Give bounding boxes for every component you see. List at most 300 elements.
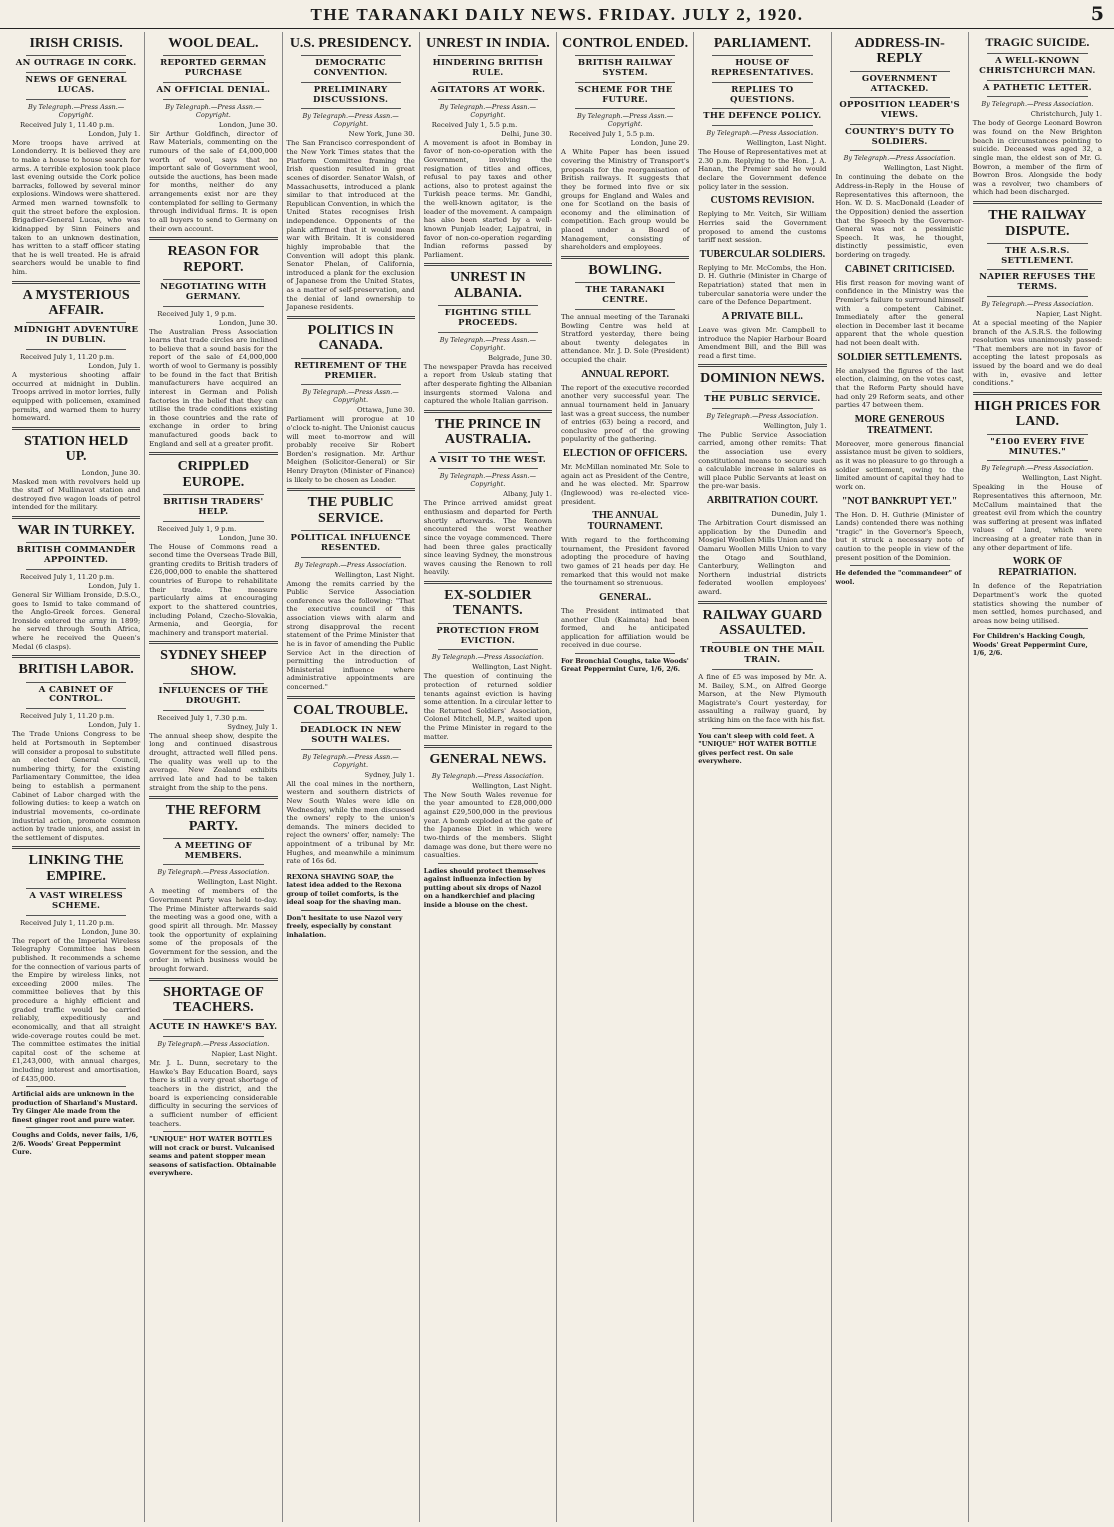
- headline-rule: [26, 55, 126, 56]
- article-divider: [698, 364, 826, 367]
- telegraph-credit: By Telegraph.—Press Assn.—Copyright.: [576, 112, 674, 129]
- advert-rule: [26, 1127, 126, 1128]
- headline-rule: [438, 99, 538, 100]
- dateline: London, June 30.: [218, 120, 278, 129]
- headline-rule: [987, 296, 1088, 297]
- headline-rule: [163, 1019, 263, 1020]
- telegraph-credit: By Telegraph.—Press Association.: [981, 100, 1094, 109]
- headline-rule: [438, 468, 538, 469]
- dateline: London, June 30.: [81, 468, 141, 477]
- article-body: A movement is afoot in Bombay in favor of non-co-operation with the Government, involving the resignation of titles and offices, refusal to pay taxes and other actions, also to protest against the Turkish peace terms. Mr. Gandhi, the well-known agitator, is the leader of the movement. A campaign has also been started by a well-known Punjab leader, Lajpatrai, in favor of non-co-operation regarding Indian reforms passed by Parliament.: [423, 138, 552, 259]
- article-body: The President intimated that another Club (Kaimata) had been formed, and he anticipated application for affiliation would be received in due course.: [561, 606, 690, 650]
- headline-rule: [26, 72, 126, 73]
- article-headline: SHORTAGE OF TEACHERS.: [162, 984, 264, 1016]
- article-body: Mr. J. L. Dunn, secretary to the Hawke's Bay Education Board, says there is still a very great shortage of teachers in the district, and the board is experiencing considerable difficulty in securing the services of a sufficient number of efficient teachers.: [149, 1059, 278, 1128]
- article-headline: WAR IN TURKEY.: [17, 523, 135, 539]
- article-divider: [424, 263, 552, 266]
- dateline: London, July 1.: [88, 581, 141, 590]
- article-headline: ADDRESS-IN-REPLY: [854, 36, 945, 67]
- section-subheading: ARBITRATION COURT.: [706, 495, 818, 506]
- article-subheading: BRITISH RAILWAY SYSTEM.: [577, 58, 673, 79]
- article-subheading: COUNTRY'S DUTY TO SOLDIERS.: [845, 126, 955, 147]
- article-body: The San Francisco correspondent of the New York Times states that the Platform Committee framing the Irish question resulted in great scenes of disorder. Senator Walsh, of Massachusetts, introduced a plank similar to that introduced at the Republican Convention, in which the United States recognises Irish independence. Opponents of the plank affirmed that it would mean war with Britain. It is considered highly improbable that the Convention will adopt this plank. Senator Phelan, of California, introduced a plank for the exclusion of Japanese from the United States, as a matter of self-preservation, and the denial of land ownership to Japanese residents.: [286, 139, 415, 312]
- telegraph-credit: By Telegraph.—Press Assn.—Copyright.: [302, 752, 399, 769]
- article-subheading: TROUBLE ON THE MAIL TRAIN.: [700, 645, 825, 666]
- section-subheading: CABINET CRITICISED.: [844, 263, 955, 275]
- article-body: Among the remits carried by the Public Service Association conference was the following: "That the executive council of this association views with alarm and strong disapproval the recent statement of the Prime Minister that he is in favor of amending the Public Service Act in the direction of permitting the introduction of Ministerial influence where administrative appointments are concerned.": [286, 579, 415, 692]
- telegraph-credit: By Telegraph.—Press Assn.—Copyright.: [165, 102, 262, 119]
- column-8: [969, 32, 1106, 1522]
- article-subheading: REPORTED GERMAN PURCHASE: [160, 58, 267, 79]
- headline-rule: [26, 349, 126, 350]
- headline-rule: [163, 279, 263, 280]
- article-body: The annual sheep show, despite the long and continued disastrous drought, attracted well filled pens. The quality was well up to the average. New Zealand exhibits arrived late and had to be taken straight from the ship to the pens.: [149, 731, 278, 792]
- telegraph-credit: By Telegraph.—Press Assn.—Copyright.: [302, 388, 399, 405]
- article-headline: RAILWAY GUARD ASSAULTED.: [702, 607, 823, 639]
- article-subheading: DEADLOCK IN NEW SOUTH WALES.: [299, 725, 402, 745]
- column-1: [8, 32, 145, 1522]
- headline-rule: [575, 55, 675, 56]
- headline-rule: [712, 108, 812, 109]
- dateline: Ottawa, June 30.: [356, 406, 415, 415]
- article-body: In defence of the Repatriation Department's work the quoted statistics showing the number of men settled, homes purchased, and areas now being utilised.: [972, 582, 1102, 625]
- article-body: With regard to the forthcoming tournament, the President favored adopting the procedure of having two games of 21 heads per day. He remarked that this would not make the tournament so strenuous.: [561, 536, 690, 588]
- dateline: Wellington, Last Night.: [472, 663, 552, 672]
- telegraph-credit: By Telegraph.—Press Association.: [294, 560, 407, 569]
- article-subheading: A VAST WIRELESS SCHEME.: [29, 891, 123, 911]
- article-headline: SYDNEY SHEEP SHOW.: [160, 648, 267, 679]
- article-body: The question of continuing the protection of returned soldier tenants against eviction is having some attention. In a circular letter to the Returned Soldiers' Association, Colonel Mitchell, M.P., waited upon the Prime Minister in regard to the matter.: [423, 672, 552, 741]
- advertisement-text: Ladies should protect themselves against influenza infection by putting about six drops of Nazol on a handkerchief and placing inside a blouse on the chest.: [423, 866, 546, 909]
- headline-rule: [987, 53, 1088, 54]
- headline-rule: [987, 80, 1088, 81]
- headline-rule: [163, 99, 263, 100]
- headline-rule: [301, 358, 401, 359]
- article-subheading: BRITISH COMMANDER APPOINTED.: [16, 545, 136, 566]
- article-subheading: "£100 EVERY FIVE MINUTES.": [990, 436, 1085, 457]
- received-time: Received July 1, 11.40 p.m.: [20, 120, 115, 129]
- article-headline: BRITISH LABOR.: [18, 662, 134, 678]
- headline-rule: [163, 494, 263, 495]
- headline-rule: [850, 124, 950, 125]
- article-body: All the coal mines in the northern, western and southern districts of New South Wales were idle on Wednesday, while the men discussed the owners' reply to the union's demands. The miners decided to reject the owners' offer, namely: The appointment of a tribunal by Mr. Hughes, and meanwhile a minimum rate of 16s 6d.: [286, 779, 415, 866]
- article-subheading: A CABINET OF CONTROL.: [38, 684, 114, 705]
- article-headline: WOOL DEAL.: [168, 36, 259, 51]
- headline-rule: [163, 55, 263, 56]
- advertisement-text: He defended the "commandeer" of wool.: [835, 569, 962, 586]
- article-body: The Prince arrived amidst great enthusiasm and departed for Perth shortly afterwards. The Renown encountered the worst weather since the voyage commenced. There had been three gales practically since leaving Sydney, the monstrous waves causing the Renown to roll heavily.: [423, 499, 552, 577]
- article-body: A mysterious shooting affair occurred at midnight in Dublin. Troops arrived in motor lorries, fully equipped with policemen, examined permits, and warned them to hurry homeward.: [12, 371, 141, 423]
- dateline: London, June 30.: [218, 318, 278, 327]
- article-headline: COAL TROUBLE.: [293, 702, 409, 718]
- advertisement-text: For Children's Hacking Cough, Woods' Great Peppermint Cure, 1/6, 2/6.: [972, 632, 1088, 658]
- telegraph-credit: By Telegraph.—Press Association.: [157, 1040, 270, 1049]
- dateline: London, June 29.: [630, 139, 690, 148]
- dateline: Wellington, Last Night.: [197, 878, 278, 887]
- headline-rule: [26, 99, 126, 100]
- article-subheading: RETIREMENT OF THE PREMIER.: [294, 360, 407, 381]
- telegraph-credit: By Telegraph.—Press Assn.—Copyright.: [439, 472, 537, 489]
- received-time: Received July 1, 7.30 p.m.: [157, 713, 248, 722]
- headline-rule: [163, 838, 263, 839]
- headline-rule: [163, 306, 263, 307]
- article-headline: U.S. PRESIDENCY.: [289, 36, 412, 51]
- article-headline: THE PUBLIC SERVICE.: [307, 495, 394, 526]
- headline-rule: [26, 888, 126, 889]
- advertisement-text: Coughs and Colds, never fails, 1/6, 2/6. Woods' Great Peppermint Cure.: [12, 1131, 139, 1156]
- article-subheading: THE TARANAKI CENTRE.: [585, 285, 665, 306]
- section-subheading: MORE GENEROUS TREATMENT.: [854, 413, 945, 436]
- article-headline: CONTROL ENDED.: [562, 36, 689, 51]
- column-3: [283, 32, 420, 1522]
- dateline: Wellington, Last Night.: [1022, 474, 1102, 483]
- article-headline: POLITICS IN CANADA.: [307, 322, 394, 354]
- dateline: Dunedin, July 1.: [771, 510, 827, 518]
- article-subheading: GOVERNMENT ATTACKED.: [861, 73, 938, 94]
- article-subheading: REPLIES TO QUESTIONS.: [730, 84, 795, 105]
- article-body: The report of the executive recorded another very successful year. The annual tournament held in January last was a great success, the number of entries (63) being a record, and conclusive proof of the growing popularity of the gathering.: [561, 383, 690, 444]
- headline-rule: [987, 243, 1088, 244]
- advert-rule: [301, 869, 401, 870]
- article-headline: THE REFORM PARTY.: [165, 803, 262, 834]
- columns-container: [8, 32, 1106, 1522]
- article-headline: STATION HELD UP.: [24, 433, 129, 465]
- article-body: Replying to Mr. Veitch, Sir William Herries said the Government proposed to amend the customs tariff next session.: [698, 210, 827, 245]
- article-divider: [12, 516, 140, 519]
- headline-rule: [301, 749, 401, 750]
- received-time: Received July 1, 11.20 p.m.: [20, 918, 115, 927]
- dateline: Sydney, July 1.: [227, 722, 278, 731]
- article-divider: [149, 237, 277, 240]
- article-subheading: HINDERING BRITISH RULE.: [432, 58, 544, 79]
- dateline: Delhi, June 30.: [501, 129, 552, 138]
- article-body: Moreover, more generous financial assistance must be given to soldiers, as it was no pleasure to go through a soldier settlement, owing to the limited amount of capital they had to work on.: [835, 439, 964, 491]
- dateline: Wellington, Last Night.: [334, 570, 415, 579]
- headline-rule: [712, 408, 812, 409]
- headline-rule: [438, 332, 538, 333]
- article-divider: [12, 427, 140, 430]
- article-body: The Public Service Association carried, among other remits: That the association use every constitutional means to secure such a calculable increase in salaries as will place Public Servants at least on the pre-war basis.: [698, 430, 827, 491]
- telegraph-credit: By Telegraph.—Press Association.: [706, 411, 819, 420]
- headline-rule: [575, 108, 675, 109]
- article-headline: THE PRINCE IN AUSTRALIA.: [434, 416, 541, 448]
- article-headline: THE RAILWAY DISPUTE.: [988, 208, 1087, 239]
- article-body: He analysed the figures of the last election, claiming, on the votes cast, that the Reform Party should have had only 29 Reform seats, and other parties 47 between them.: [835, 366, 964, 410]
- telegraph-credit: By Telegraph.—Press Association.: [706, 129, 819, 138]
- article-subheading: DEMOCRATIC CONVENTION.: [313, 58, 388, 79]
- article-divider: [149, 978, 277, 981]
- section-subheading: CUSTOMS REVISION.: [710, 195, 815, 207]
- article-divider: [561, 256, 689, 259]
- advertisement-text: "UNIQUE" HOT WATER BOTTLES will not crack or burst. Vulcanised seams and patent stopper mean seasons of satisfaction. Obtainable everywhere.: [149, 1135, 277, 1177]
- headline-rule: [26, 708, 126, 709]
- article-body: The Arbitration Court dismissed an application by the Dunedin and Mosgiel Woollen Mills Union and the Oamaru Woollen Mills Union to vary the Otago and Southland, Canterbury, Wellington and Northern industrial districts federated woollen employees' award.: [698, 519, 827, 596]
- article-body: The annual meeting of the Taranaki Bowling Centre was held at Stratford yesterday, there being about twenty delegates in attendance. Mr. J. D. Sole (President) occupied the chair.: [561, 312, 690, 364]
- article-headline: PARLIAMENT.: [713, 36, 811, 51]
- article-body: A White Paper has been issued covering the Ministry of Transport's proposals for the reorganisation of British railways. It suggests that they be formed into five or six groups for England and Wales and one for Scotland on the basis of economy and the elimination of competition. Each group would be placed under a Board of Management, consisting of shareholders and employees.: [561, 148, 690, 252]
- column-6: [694, 32, 831, 1522]
- article-divider: [424, 745, 552, 748]
- article-subheading: THE A.S.R.S. SETTLEMENT.: [1001, 245, 1074, 266]
- article-headline: REASON FOR REPORT.: [167, 244, 260, 275]
- headline-rule: [438, 82, 538, 83]
- headline-rule: [163, 864, 263, 865]
- section-subheading: GENERAL.: [599, 591, 652, 603]
- telegraph-credit: By Telegraph.—Press Association.: [981, 299, 1094, 308]
- article-subheading: OPPOSITION LEADER'S VIEWS.: [839, 100, 960, 121]
- column-5: [557, 32, 694, 1522]
- headline-rule: [301, 530, 401, 531]
- article-body: The body of George Leonard Bowron was found on the New Brighton beach in circumstances pointing to suicide. Deceased was aged 32, a single man, the eldest son of Mr. G. Bowron, a member of the firm of Bowron Bros. Alongside the body was a revolver, two chambers of which had been discharged.: [972, 119, 1102, 197]
- headline-rule: [163, 521, 263, 522]
- column-4: [420, 32, 557, 1522]
- article-divider: [12, 846, 140, 849]
- section-subheading: TUBERCULAR SOLDIERS.: [699, 248, 826, 260]
- advertisement-text: REXONA SHAVING SOAP, the latest idea added to the Rexona group of toilet comforts, is the ideal soap for the shaving man.: [286, 872, 402, 907]
- advert-rule: [712, 728, 812, 729]
- headline-rule: [987, 96, 1088, 97]
- advert-rule: [163, 1131, 263, 1132]
- article-subheading: A PATHETIC LETTER.: [982, 82, 1092, 93]
- article-body: Mr. McMillan nominated Mr. Sole to again act as President of the Centre, and he was elected. Mr. Sparrow (Inglewood) was re-elected vice-president.: [561, 463, 690, 506]
- advert-rule: [438, 863, 538, 864]
- headline-rule: [438, 649, 538, 650]
- column-7: [832, 32, 969, 1522]
- article-divider: [287, 488, 415, 491]
- article-body: The newspaper Pravda has received a report from Uskub stating that after desperate fighting the Albanian insurgents stormed Valona and captured the whole Italian garrison.: [423, 362, 552, 406]
- headline-rule: [575, 82, 675, 83]
- telegraph-credit: By Telegraph.—Press Association.: [157, 868, 270, 877]
- headline-rule: [301, 384, 401, 385]
- section-subheading: THE ANNUAL TOURNAMENT.: [587, 510, 663, 533]
- article-divider: [973, 392, 1102, 395]
- article-headline: LINKING THE EMPIRE.: [28, 853, 124, 884]
- article-body: A meeting of members of the Government Party was held to-day. The Prime Minister afterwards said the meeting was a good one, with a good spirit all through. Mr. Massey took the opportunity of explaining some of the proposals of the Government for the session, and the order in which business would be brought forward.: [149, 887, 278, 974]
- headline-rule: [438, 623, 538, 624]
- dateline: London, July 1.: [88, 362, 141, 370]
- article-headline: UNREST IN INDIA.: [425, 36, 550, 51]
- article-subheading: A MEETING OF MEMBERS.: [174, 840, 252, 861]
- received-time: Received July 1, 5.5 p.m.: [569, 130, 655, 139]
- headline-rule: [26, 542, 126, 543]
- telegraph-credit: By Telegraph.—Press Association.: [431, 771, 544, 780]
- column-2: [145, 32, 282, 1522]
- headline-rule: [712, 642, 812, 643]
- received-time: Received July 1, 11.20 p.m.: [20, 572, 115, 581]
- headline-rule: [301, 557, 401, 558]
- headline-rule: [712, 55, 812, 56]
- article-body: Replying to Mr. McCombs, the Hon. D. H. Guthrie (Minister in Charge of Repatriation) stated that men in tubercular sanatoria were under the care of the Defence Department.: [698, 263, 827, 307]
- headline-rule: [712, 669, 812, 670]
- headline-rule: [712, 391, 812, 392]
- article-body: His first reason for moving want of confidence in the Ministry was the Premier's failure to surround himself with a competent Cabinet. Immediately after the general election in December last it became apparent that the whole question had not been dealt with.: [835, 278, 964, 347]
- headline-rule: [850, 71, 950, 72]
- article-headline: HIGH PRICES FOR LAND.: [974, 398, 1101, 430]
- section-subheading: SOLDIER SETTLEMENTS.: [837, 351, 962, 363]
- headline-rule: [438, 55, 538, 56]
- dateline: Sydney, July 1.: [364, 770, 415, 779]
- article-divider: [287, 696, 415, 699]
- dateline: London, June 30.: [81, 927, 141, 936]
- article-subheading: HOUSE OF REPRESENTATIVES.: [710, 58, 814, 79]
- headline-rule: [712, 82, 812, 83]
- article-subheading: A VISIT TO THE WEST.: [429, 454, 547, 465]
- article-divider: [149, 641, 277, 644]
- article-divider: [424, 581, 552, 584]
- article-subheading: ACUTE IN HAWKE'S BAY.: [149, 1022, 278, 1033]
- section-subheading: "NOT BANKRUPT YET.": [841, 495, 958, 507]
- headline-rule: [438, 452, 538, 453]
- telegraph-credit: By Telegraph.—Press Assn.—Copyright.: [439, 335, 537, 352]
- dateline: Napier, Last Night.: [1035, 309, 1102, 318]
- article-body: A fine of £5 was imposed by Mr. A. M. Bailey, S.M., on Alfred George Marson, at the New Plymouth Magistrate's Court yesterday, for assaulting a railway guard, by striking him on the face with his fist.: [698, 672, 827, 725]
- headline-rule: [438, 305, 538, 306]
- article-subheading: THE PUBLIC SERVICE.: [704, 393, 821, 404]
- article-subheading: AN OUTRAGE IN CORK.: [15, 58, 137, 69]
- article-subheading: NEGOTIATING WITH GERMANY.: [160, 281, 267, 302]
- section-subheading: A PRIVATE BILL.: [721, 310, 803, 322]
- dateline: Belgrade, June 30.: [487, 353, 552, 362]
- telegraph-credit: By Telegraph.—Press Assn.—Copyright.: [27, 102, 125, 119]
- advert-rule: [987, 628, 1088, 629]
- section-subheading: ELECTION OF OFFICERS.: [562, 448, 688, 459]
- article-body: Leave was given Mr. Campbell to introduce the Napier Harbour Board Amendment Bill, and the Bill was read a first time.: [698, 325, 827, 360]
- article-headline: BOWLING.: [588, 262, 662, 278]
- received-time: Received July 1, 11.20 p.m.: [20, 712, 115, 721]
- article-divider: [973, 201, 1102, 204]
- article-body: Sir Arthur Goldfinch, director of Raw Materials, commenting on the rumours of the sale of £4,000,000 worth of wool, says that no important sale of Government wool, outside the auctions, has been made for months, neither do any arrangements exist nor are they contemplated for selling to Germany through individual firms. It is open to all buyers to send to Germany on their own account.: [149, 129, 278, 233]
- telegraph-credit: By Telegraph.—Press Association.: [431, 653, 544, 662]
- article-body: The New South Wales revenue for the year amounted to £28,000,000 against £29,500,000 in the previous year. A bomb exploded at the gate of the Japanese Diet in which were two-thirds of the members. Slight damage was done, but there were no casualties.: [423, 790, 552, 860]
- article-body: Speaking in the House of Representatives this afternoon, Mr. McCallum maintained that the greatest evil from which the country was suffering at present was inflated values of land, which were increasing at a greater rate than in any other department of life.: [972, 483, 1102, 552]
- headline-rule: [301, 108, 401, 109]
- telegraph-credit: By Telegraph.—Press Association.: [981, 464, 1094, 473]
- advert-rule: [850, 565, 950, 566]
- section-subheading: WORK OF REPATRIATION.: [998, 556, 1077, 579]
- headline-rule: [301, 82, 401, 83]
- received-time: Received July 1, 9 p.m.: [157, 309, 237, 318]
- article-divider: [424, 410, 552, 413]
- headline-rule: [301, 722, 401, 723]
- article-headline: IRISH CRISIS.: [29, 36, 123, 51]
- article-body: The House of Commons read a second time the Overseas Trade Bill, granting credits to British traders of £26,000,000 to enable the shattered countries of Europe to rehabilitate their trade. The measure particularly aims at encouraging export to the shattered countries, including Poland, Czecho-Slovakia, Armenia, and Georgia, for machinery and transport material.: [149, 542, 278, 637]
- article-body: More troops have arrived at Londonderry. It is believed they are to make a house to house search for arms. A terrible explosion took place last evening outside the Cork police barracks, followed by several minor explosions. Windows were shattered. Armed men warned townsfolk to quit the street before the explosion. Brigadier-General Lucas, who was kidnapped by Sinn Feiners and taken to an unknown destination, has written to a staff officer stating that he is well treated. He is afraid searchers would be unable to find him.: [12, 138, 141, 277]
- article-divider: [149, 452, 277, 455]
- dateline: New York, June 30.: [348, 130, 415, 139]
- article-headline: TRAGIC SUICIDE.: [985, 35, 1090, 49]
- article-subheading: MIDNIGHT ADVENTURE IN DUBLIN.: [13, 325, 139, 346]
- advertisement-text: For Bronchial Coughs, take Woods' Great Peppermint Cure, 1/6, 2/6.: [561, 657, 689, 674]
- dateline: Wellington, July 1.: [763, 421, 827, 430]
- headline-rule: [987, 269, 1088, 270]
- headline-rule: [163, 710, 263, 711]
- advertisement-text: Don't hesitate to use Nazol very freely, especially by constant inhalation.: [286, 913, 403, 939]
- article-subheading: A WELL-KNOWN CHRISTCHURCH MAN.: [979, 56, 1096, 76]
- article-headline: UNREST IN ALBANIA.: [450, 270, 526, 301]
- received-time: Received July 1, 9 p.m.: [157, 524, 237, 533]
- article-subheading: AN OFFICIAL DENIAL.: [156, 84, 271, 95]
- dateline: London, July 1.: [88, 721, 141, 730]
- dateline: Christchurch, July 1.: [1030, 110, 1102, 119]
- headline-rule: [301, 55, 401, 56]
- article-divider: [12, 655, 140, 658]
- received-time: Received July 1, 11.20 p.m.: [20, 353, 115, 361]
- article-subheading: THE DEFENCE POLICY.: [703, 111, 822, 122]
- article-body: The Hon. D. H. Guthrie (Minister of Lands) contended there was nothing "tragic" in the Governor's Speech, but it struck a necessary note of caution to the people in view of the present position of the Dominion.: [835, 510, 964, 562]
- article-divider: [287, 316, 415, 319]
- article-body: General Sir William Ironside, D.S.O., goes to Ismid to take command of the Anglo-Greek forces. General Ironside entered the army in 1899; he served through South Africa, where he received the Queen's Medal (6 clasps).: [12, 590, 141, 651]
- telegraph-credit: By Telegraph.—Press Association.: [843, 154, 956, 163]
- headline-rule: [575, 309, 675, 310]
- headline-rule: [26, 682, 126, 683]
- dateline: London, June 30.: [218, 533, 278, 542]
- article-headline: EX-SOLDIER TENANTS.: [444, 588, 532, 619]
- headline-rule: [26, 915, 126, 916]
- received-time: Received July 1, 5.5 p.m.: [431, 120, 518, 129]
- dateline: Wellington, Last Night.: [883, 164, 964, 173]
- article-subheading: AGITATORS AT WORK.: [430, 84, 546, 95]
- article-divider: [698, 601, 826, 604]
- advertisement-text: You can't sleep with cold feet. A "UNIQUE" HOT WATER BOTTLE gives perfect rest. On sale everywhere.: [698, 731, 817, 765]
- headline-rule: [163, 683, 263, 684]
- masthead: [0, 0, 1114, 29]
- article-body: At a special meeting of the Napier branch of the A.S.R.S. the following resolution was unanimously passed: "That members are not in favor of accepting the latest proposals as issued by the board and we do deal with in, evasive and letter conditions.": [972, 318, 1102, 388]
- article-body: The Trade Unions Congress to be held at Portsmouth in September will consider a proposal to substitute an elected General Council, numbering thirty, for the existing Parliamentary Committee, the idea being to establish a permanent Cabinet of Labor charged with the following duties: to keep a watch on industrial movements, co-ordinate industrial action, promote common action by trade unions, and assist in the settlement of disputes.: [12, 730, 141, 842]
- dateline: Albany, July 1.: [503, 490, 552, 499]
- headline-rule: [163, 82, 263, 83]
- headline-rule: [850, 97, 950, 98]
- headline-rule: [26, 322, 126, 323]
- advert-rule: [26, 1086, 126, 1087]
- article-subheading: PRELIMINARY DISCUSSIONS.: [312, 84, 389, 105]
- article-headline: A MYSTERIOUS AFFAIR.: [22, 287, 130, 319]
- article-subheading: SCHEME FOR THE FUTURE.: [577, 84, 673, 105]
- article-divider: [12, 281, 140, 284]
- advert-rule: [575, 653, 675, 654]
- telegraph-credit: By Telegraph.—Press Assn.—Copyright.: [302, 112, 399, 129]
- headline-rule: [987, 460, 1088, 461]
- headline-rule: [712, 125, 812, 126]
- article-divider: [149, 796, 277, 799]
- article-subheading: INFLUENCES OF THE DROUGHT.: [158, 686, 269, 706]
- newspaper-title: THE TARANAKI DAILY NEWS. FRIDAY. JULY 2, 1920.: [310, 5, 804, 24]
- article-body: Masked men with revolvers held up the staff of Mullinavat station and destroyed five wagon loads of petrol intended for the military.: [12, 477, 141, 512]
- article-subheading: BRITISH TRADERS' HELP.: [163, 497, 264, 517]
- article-headline: DOMINION NEWS.: [700, 371, 825, 387]
- article-subheading: FIGHTING STILL PROCEEDS.: [444, 308, 531, 328]
- section-subheading: ANNUAL REPORT.: [581, 368, 670, 380]
- article-subheading: POLITICAL INFLUENCE RESENTED.: [290, 533, 411, 553]
- telegraph-credit: By Telegraph.—Press Assn.—Copyright.: [439, 102, 537, 119]
- dateline: Wellington, Last Night.: [746, 139, 827, 148]
- article-subheading: NEWS OF GENERAL LUCAS.: [25, 75, 127, 95]
- article-body: The Australian Press Association learns that trade circles are inclined to believe that a sound basis for the report of the sale of £4,000,000 worth of wool to Germany is possibly to be found in the fact that British manufacturers have acquired an interest in German and Polish factories in the belief that they can utilise the trade conditions existing in those countries and the rate of exchange in order to bring manufactured goods back to England and sell at a greater profit.: [149, 327, 278, 448]
- article-body: Parliament will prorogue at 10 o'clock to-night. The Unionist caucus will meet to-morrow and will probably receive Sir Robert Borden's resignation. Mr. Arthur Meighen (Solicitor-General) or Sir Henry Drayton (Minister of Finance) is likely to be chosen as Leader.: [286, 415, 415, 484]
- advert-rule: [301, 910, 401, 911]
- advertisement-text: Artificial aids are unknown in the production of Sharland's Mustard. Try Ginger Ale made from the finest ginger root and pure water.: [12, 1090, 138, 1124]
- headline-rule: [26, 569, 126, 570]
- dateline: London, July 1.: [88, 129, 141, 138]
- article-headline: GENERAL NEWS.: [429, 752, 547, 768]
- article-body: The report of the Imperial Wireless Telegraphy Committee has been published. It recommends a scheme for the connection of various parts of the Empire by wireless links, not exceeding 2000 miles. The committee believes that by this procedure a highly efficient and graded traffic would be carried reliably, expeditiously and economically, and that all straight wide-coverage routes could be met. The committee estimates the initial capital cost of the scheme at £1,243,000, with annual charges, including interest and amortisation, of £435,000.: [12, 936, 141, 1083]
- headline-rule: [163, 1036, 263, 1037]
- dateline: Napier, Last Night.: [211, 1050, 278, 1059]
- article-subheading: NAPIER REFUSES THE TERMS.: [979, 272, 1096, 293]
- article-subheading: PROTECTION FROM EVICTION.: [436, 625, 540, 646]
- article-body: In continuing the debate on the Address-in-Reply in the House of Representatives this afternoon, the Hon. W. D. S. MacDonald (Leader of the Opposition) denied the assertion that the Speech by the Governor-General was not a pessimistic Speech. It was, he thought, distinctly pessimistic, even bordering on tragedy.: [835, 173, 964, 259]
- page-number: 5: [1090, 3, 1104, 25]
- headline-rule: [575, 282, 675, 283]
